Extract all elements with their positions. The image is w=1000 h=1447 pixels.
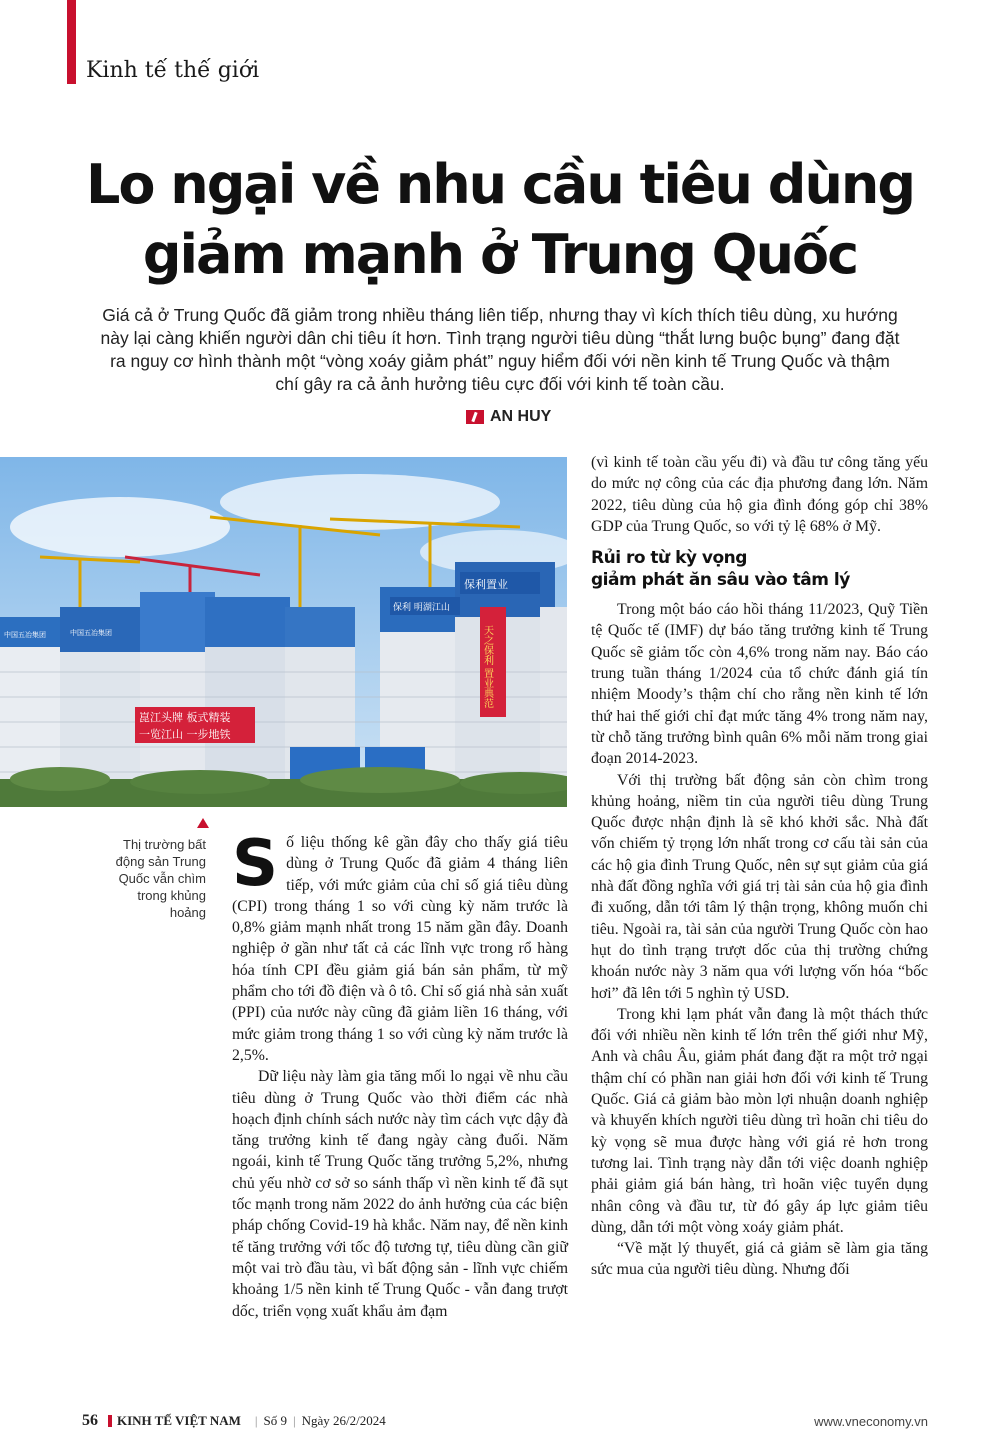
footer-accent-bar — [108, 1415, 112, 1427]
pen-icon — [466, 410, 484, 424]
byline — [466, 408, 551, 426]
page-number: 56 — [82, 1412, 98, 1429]
body-paragraph-3: (vì kinh tế toàn cầu yếu đi) và đầu tư công tăng yếu do mức nợ công của các địa phương đang lớn. Năm 2022, tiêu dùng của hộ gia đình đóng góp chỉ 38% GDP của Trung Quốc, so với tỷ lệ 68% ở Mỹ. — [591, 454, 928, 535]
page-footer — [82, 1412, 928, 1430]
tower-sign: 保利 明湖江山 — [393, 603, 450, 613]
left-logo-sign: 中国五冶集团 — [4, 631, 46, 639]
body-paragraph-5: Với thị trường bất động sản còn chìm trong khủng hoảng, niềm tin của người tiêu dùng Trung Quốc được nhận định là sẽ khó khởi sắc. Nhà đất vốn chiếm tỷ trọng lớn nhất trong cơ cấu tài sản của các hộ gia đình Trung Quốc, nên sự sụt giảm của giá nhà đất đồng nghĩa với giá trị tài sản của hộ gia đình đi xuống, dẫn tới tâm lý thận trọng, không muốn chi tiêu. Ngoài ra, tài sản của người Trung Quốc còn hao hụt do tình trạng trượt dốc của thị trường chứng khoán nước này 3 năm qua với lượng vốn hóa “bốc hơi” đã lên tới 5 nghìn tỷ USD. — [591, 771, 928, 1002]
left-logo-sign-2: 中国五冶集团 — [70, 629, 112, 637]
body-paragraph-7: “Về mặt lý thuyết, giá cả giảm sẽ làm gia tăng sức mua của người tiêu dùng. Nhưng đối — [591, 1240, 928, 1279]
body-paragraph-2: Dữ liệu này làm gia tăng mối lo ngại về nhu cầu tiêu dùng ở Trung Quốc vào thời điểm các nhà hoạch định chính sách nước này tìm cách vực dậy đà tăng trưởng kinh tế đang ngày càng đuối. Năm ngoái, kinh tế Trung Quốc tăng trưởng 5,2%, nhưng chủ yếu nhờ cơ sở so sánh thấp vì nền kinh tế đã sụt tốc mạnh trong năm 2022 do ảnh hưởng của các biện pháp chống Covid-19 hà khắc. Năm nay, để nền kinh tế tăng trưởng với tốc độ tương tự, tiêu dùng cần giữ một vai trò đầu tàu, vì bất động sản - lĩnh vực chiếm khoảng 1/5 nền kinh tế Trung Quốc - vẫn đang trượt dốc, triển vọng xuất khẩu ảm đạm — [232, 1068, 568, 1320]
lede: Giá cả ở Trung Quốc đã giảm trong nhiều tháng liên tiếp, nhưng thay vì kích thích tiêu dùng, xu hướng này lại càng khiến người dân chi tiêu ít hơn. Tình trạng người tiêu dùng “thắt lưng buộc bụng” đang đặt ra nguy cơ hình thành một “vòng xoáy giảm phát” nguy hiểm đối với nền kinh tế Trung Quốc và thậm chí gây ra cả ảnh hưởng tiêu cực đối với kinh tế toàn cầu. — [100, 305, 900, 394]
caption-arrow-icon — [197, 818, 209, 828]
article-photo — [0, 457, 567, 807]
body-paragraph-1 — [232, 827, 568, 1066]
headline — [60, 150, 940, 290]
drop-cap: S — [232, 827, 279, 901]
headline-line-2: giảm mạnh ở Trung Quốc — [142, 223, 858, 286]
body-paragraph-4: Trong một báo cáo hồi tháng 11/2023, Quỹ Tiền tệ Quốc tế (IMF) dự báo tăng trưởng kinh tế Trung Quốc sẽ giảm tốc còn 4,6% trong năm nay. Báo cáo trung tuần tháng 1/2024 của tổ chức đánh giá tín nhiệm Moody’s thậm chí cho rằng nền kinh tế lớn thứ hai thế giới chỉ đạt mức tăng 4% trong năm nay, từ chỗ tăng trưởng bình quân 6% mỗi năm trong giai đoạn 2014-2023. — [591, 601, 928, 768]
body-paragraph-6: Trong khi lạm phát vẫn đang là một thách thức đối với nhiều nền kinh tế lớn trên thế giới như Mỹ, Anh và châu Âu, giảm phát đang đặt ra một trở ngại thậm chí có phần nan giải hơn đối với kinh tế Trung Quốc. Giá cả giảm bào mòn lợi nhuận doanh nghiệp và khuyến khích người tiêu dùng trì hoãn chi tiêu do kỳ vọng sẽ mua được hàng với giá rẻ hơn trong tương lai. Tình trạng này dẫn tới việc doanh nghiệp phải giảm giá bán hàng, trì hoãn việc tuyển dụng nhân công và đầu tư, từ đó gây áp lực giảm tiêu dùng, dẫn tới một vòng xoáy giảm phát. — [591, 1005, 928, 1236]
body-paragraph-1-text: ố liệu thống kê gần đây cho thấy giá tiêu dùng ở Trung Quốc đã giảm 4 tháng liên tiếp, với mức giảm của chỉ số giá tiêu dùng (CPI) trong tháng 1 so với cùng kỳ năm trước là 0,8% giảm mạnh nhất trong 15 năm gần đây. Doanh nghiệp ở gần như tất cả các lĩnh vực trong rổ hàng hóa tính CPI đều giảm giá bán sản phẩm, từ mỹ phẩm cho tới đồ điện và ô tô. Chỉ số giá nhà sản xuất (PPI) của nước này cũng đã giảm liền 16 tháng, với mức giảm trong tháng 1 so với cùng kỳ năm trước là 2,5%. — [232, 834, 568, 1064]
section-accent-bar — [67, 0, 76, 84]
issue-number: Số 9 — [263, 1413, 287, 1428]
construction-site-illustration — [0, 457, 567, 807]
author-name: AN HUY — [490, 408, 552, 425]
vertical-banner: 天之保利 置业典范 — [481, 625, 493, 709]
photo-caption: Thị trường bất động sản Trung Quốc vẫn chìm trong khủng hoảng — [115, 837, 206, 920]
footer-separator: | — [254, 1413, 258, 1428]
poly-logo-sign: 保利置业 — [464, 578, 508, 591]
headline-line-1: Lo ngại về nhu cầu tiêu dùng — [86, 153, 914, 216]
subheading-line-1: Rủi ro từ kỳ vọng — [591, 548, 747, 569]
issue-date: Ngày 26/2/2024 — [301, 1413, 386, 1428]
red-banner-line-2: 一览江山 一步地铁 — [139, 728, 231, 741]
footer-separator: | — [293, 1413, 296, 1428]
red-banner-line-1: 崑江头牌 板式精装 — [139, 711, 231, 724]
magazine-name: KINH TẾ VIỆT NAM — [117, 1413, 241, 1428]
body-column-middle — [232, 827, 568, 1322]
website-url: www.vneconomy.vn — [814, 1413, 928, 1429]
body-column-right — [591, 452, 928, 1281]
subheading-line-2: giảm phát ăn sâu vào tâm lý — [591, 570, 850, 591]
subheading — [591, 547, 928, 591]
section-label: Kinh tế thế giới — [86, 58, 260, 83]
